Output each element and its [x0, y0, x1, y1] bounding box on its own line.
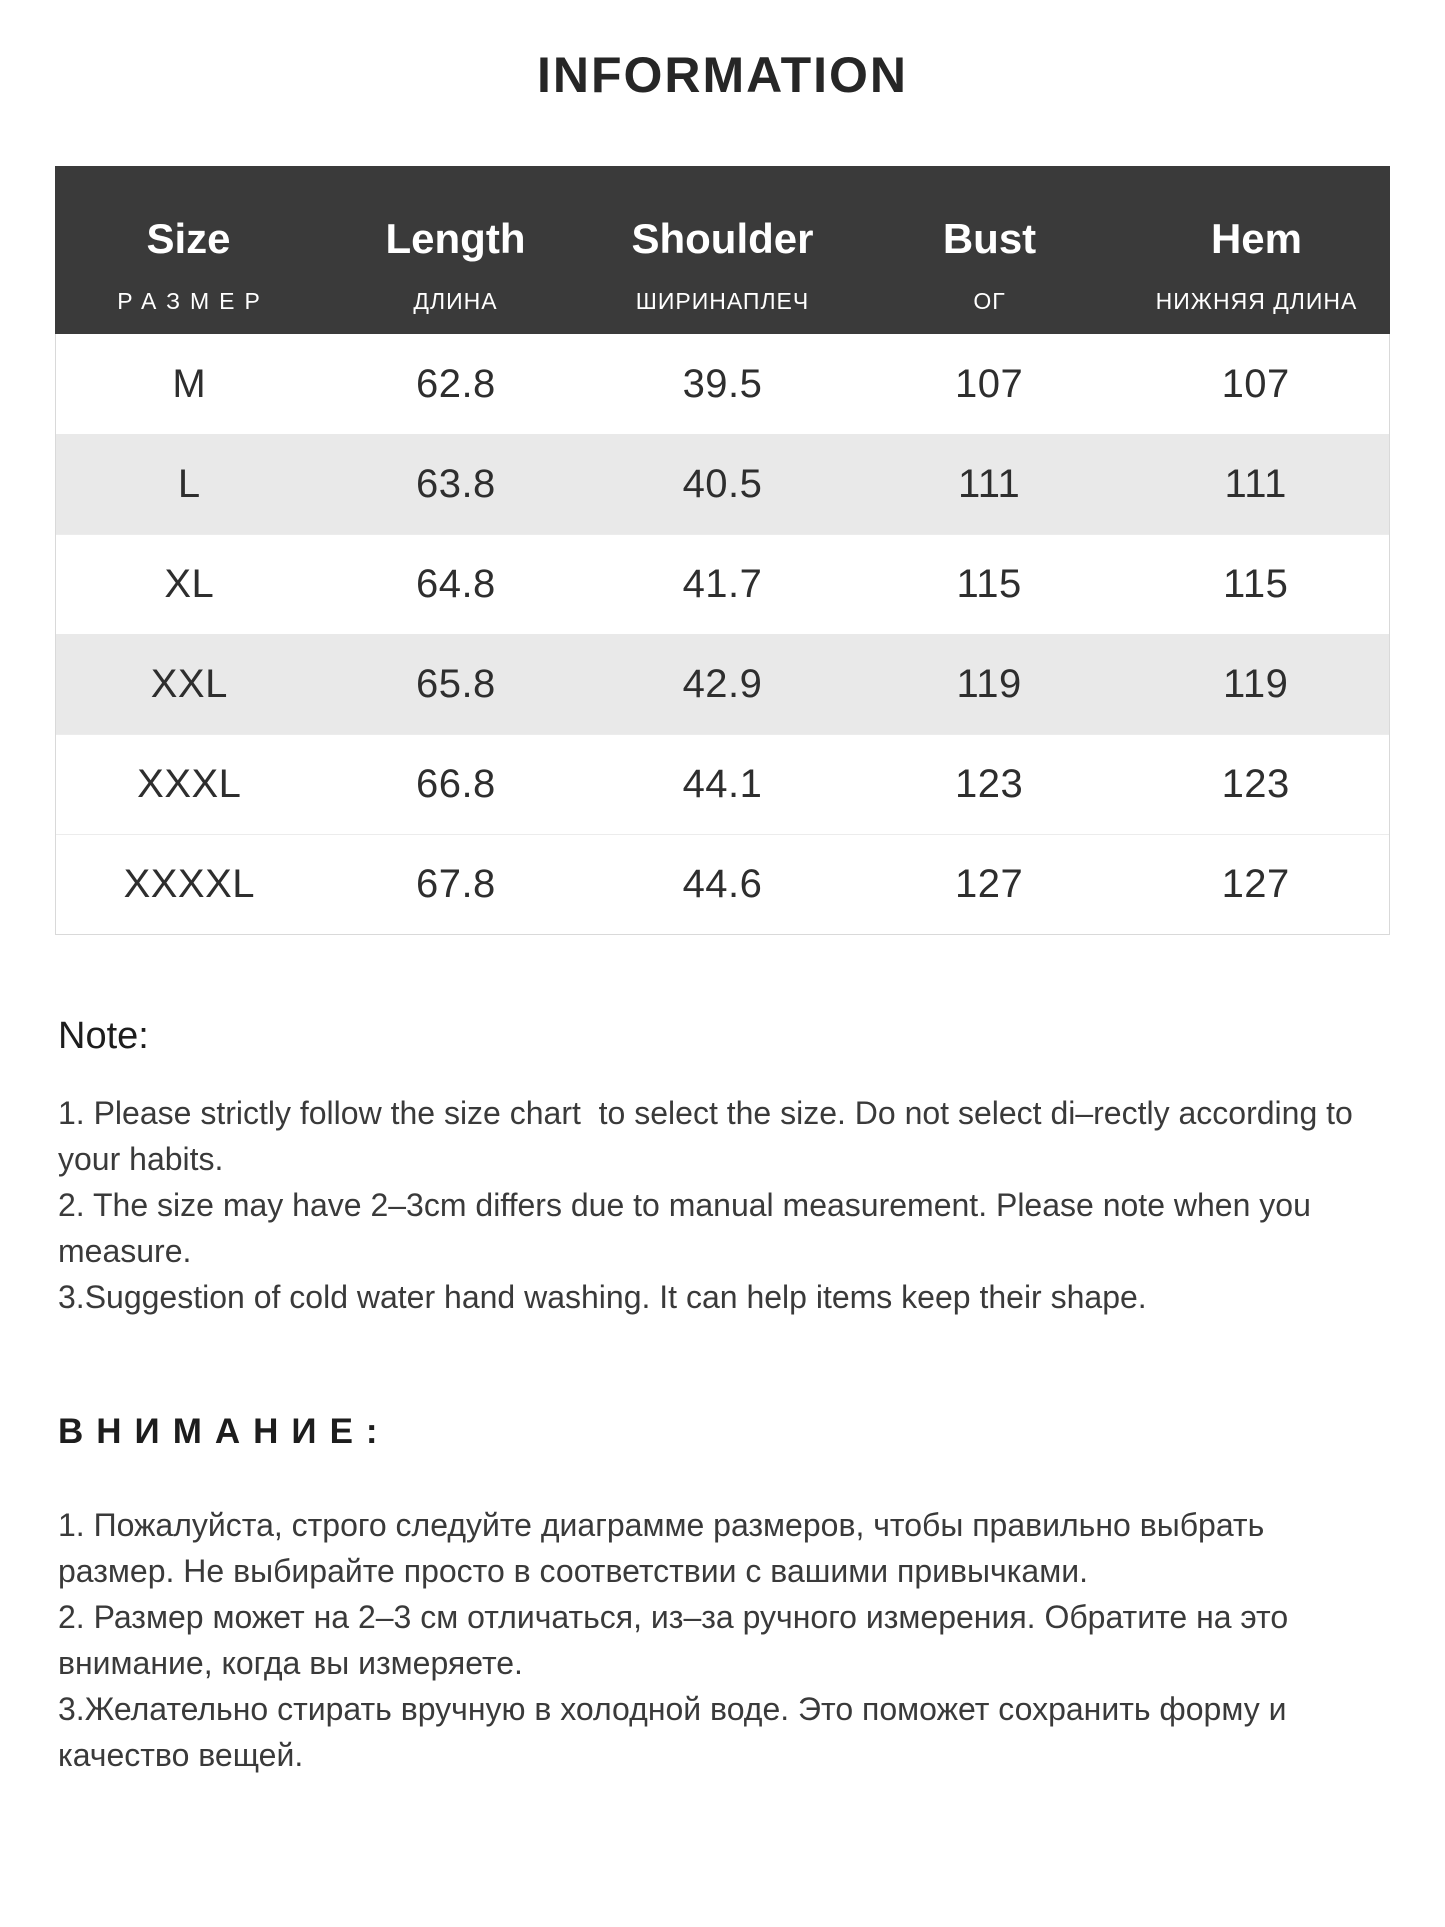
size-cell: XXL	[150, 661, 228, 706]
column-header-shoulder	[589, 166, 856, 334]
table-row-xxl	[56, 634, 1389, 734]
column-header-size-ru: РАЗМЕР	[117, 288, 270, 314]
column-header-length	[322, 166, 589, 334]
column-header-length-en: Length	[385, 215, 526, 262]
length-cell: 63.8	[415, 461, 496, 506]
hem-cell: 107	[1221, 361, 1290, 406]
column-header-bust-en: Bust	[942, 215, 1037, 262]
bust-cell: 115	[956, 562, 1022, 606]
note-items-en	[58, 1090, 1387, 1320]
size-cell: M	[172, 361, 207, 406]
note-item-ru-1: 1. Пожалуйста, строго следуйте диаграмме размеров, чтобы правильно выбрать размер. Не выбирайте просто в соответствии с вашими привычками.	[58, 1507, 1274, 1589]
page-title: INFORMATION	[536, 47, 909, 103]
hem-cell: 119	[1223, 661, 1289, 706]
size-cell: L	[177, 461, 201, 506]
column-header-bust	[856, 166, 1123, 334]
table-row-l	[56, 434, 1389, 534]
bust-cell: 119	[956, 661, 1022, 706]
note-item-en-3: 3.Suggestion of cold water hand washing. It can help items keep their shape.	[58, 1279, 1147, 1315]
table-row-xl	[56, 534, 1389, 634]
size-table-header-row	[55, 166, 1390, 334]
note-section-ru	[58, 1412, 1387, 1778]
shoulder-cell: 39.5	[682, 361, 763, 406]
length-cell: 64.8	[415, 562, 496, 606]
shoulder-cell: 40.5	[682, 461, 763, 506]
column-header-shoulder-ru: ШИРИНАПЛЕЧ	[635, 288, 810, 314]
bust-cell: 111	[957, 461, 1021, 506]
note-heading-ru: ВНИМАНИЕ:	[58, 1412, 391, 1451]
bust-cell: 127	[954, 862, 1024, 906]
size-cell: XXXL	[137, 762, 242, 806]
shoulder-cell: 44.6	[682, 862, 763, 906]
table-row-xxxl	[56, 734, 1389, 834]
column-header-hem-ru: НИЖНЯЯ ДЛИНА	[1155, 288, 1358, 314]
column-header-bust-ru: ОГ	[973, 288, 1006, 314]
bust-cell: 123	[954, 762, 1024, 806]
column-header-hem-en: Hem	[1210, 215, 1303, 262]
column-header-hem	[1123, 166, 1390, 334]
length-cell: 66.8	[415, 762, 496, 806]
note-heading-en: Note:	[58, 1015, 149, 1057]
length-cell: 65.8	[415, 661, 496, 706]
hem-cell: 127	[1221, 862, 1290, 906]
shoulder-cell: 44.1	[682, 762, 763, 806]
length-cell: 67.8	[415, 862, 496, 906]
column-header-size-en: Size	[146, 215, 231, 262]
hem-cell: 115	[1223, 562, 1289, 606]
bust-cell: 107	[954, 361, 1024, 406]
note-items-ru	[58, 1502, 1387, 1778]
note-item-en-2: 2. The size may have 2–3cm differs due to manual measurement. Please note when you measure.	[58, 1187, 1320, 1269]
table-row-m	[56, 334, 1389, 434]
size-cell: XL	[164, 562, 215, 606]
note-section-en	[58, 1015, 1387, 1320]
hem-cell: 123	[1221, 762, 1290, 806]
shoulder-cell: 41.7	[682, 562, 763, 606]
note-item-ru-3: 3.Желательно стирать вручную в холодной воде. Это поможет сохранить форму и качество вещей.	[58, 1691, 1296, 1773]
size-chart-table	[55, 166, 1390, 935]
length-cell: 62.8	[415, 361, 496, 406]
size-cell: XXXXL	[123, 862, 256, 906]
column-header-length-ru: ДЛИНА	[413, 288, 498, 314]
size-table-body	[55, 334, 1390, 935]
hem-cell: 111	[1224, 461, 1287, 506]
note-item-en-1: 1. Please strictly follow the size chart to select the size. Do not select di–rectly according to your habits.	[58, 1095, 1362, 1177]
shoulder-cell: 42.9	[682, 661, 763, 706]
column-header-size	[55, 166, 322, 334]
column-header-shoulder-en: Shoulder	[631, 215, 814, 262]
table-row-xxxxl	[56, 834, 1389, 934]
note-item-ru-2: 2. Размер может на 2–3 см отличаться, из–за ручного измерения. Обратите на это внимание, когда вы измеряете.	[58, 1599, 1298, 1681]
